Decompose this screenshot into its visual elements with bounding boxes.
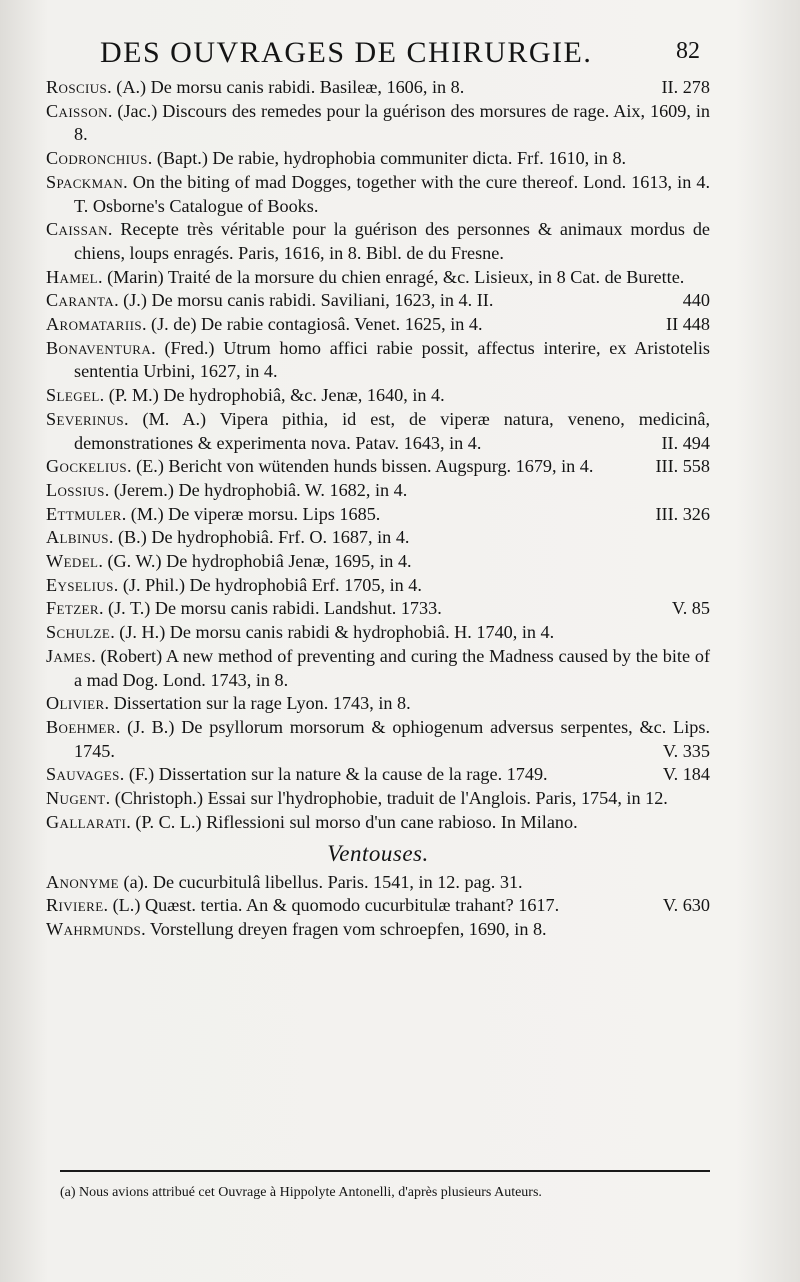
ventouses-entries [46, 871, 710, 942]
entry-text: . (Robert) A new method of preventing and curing the Madness caused by the bite of a mad Dog. Lond. 1743, in 8. [74, 645, 710, 690]
entry-text: . (L.) Quæst. tertia. An & quomodo cucurbitulæ trahant? 1617. [103, 895, 560, 916]
author-name: Wedel [46, 551, 99, 572]
bibliography-entry [46, 479, 710, 503]
entry-text: . (P. C. L.) Riflessioni sul morso d'un cane rabioso. In Milano. [126, 811, 578, 832]
bibliography-entry [46, 455, 710, 479]
author-name: Olivier [46, 693, 105, 714]
bibliography-entry [46, 503, 710, 527]
entry-text: . (Fred.) Utrum homo affici rabie possit, affectus interire, ex Aristotelis sententia Urbini, 1627, in 4. [74, 337, 710, 382]
entry-text: . (M. A.) Vipera pithia, id est, de viperæ natura, veneno, medicinâ, demonstrationes & experimenta nova. Patav. 1643, in 4. [74, 408, 710, 453]
author-name: Severinus [46, 408, 124, 429]
entry-text: . (Jac.) Discours des remedes pour la guérison des morsures de rage. Aix, 1609, in 8. [74, 100, 710, 145]
entry-text: . (A.) De morsu canis rabidi. Basileæ, 1606, in 8. [107, 77, 465, 97]
page-header [100, 36, 700, 74]
bibliography-entry [46, 894, 710, 918]
author-name: James [46, 645, 92, 666]
entry-text: . (M.) De viperæ morsu. Lips 1685. [121, 503, 381, 524]
author-name: Gockelius [46, 456, 128, 477]
author-name: Fetzer [46, 598, 99, 619]
author-name: Lossius [46, 479, 105, 500]
bibliography-entry [46, 289, 710, 313]
entry-text: . On the biting of mad Dogges, together with the cure thereof. Lond. 1613, in 4. T. Osborne's Catalogue of Books. [74, 171, 710, 216]
entry-text: . (B.) De hydrophobiâ. Frf. O. 1687, in 4. [108, 527, 410, 548]
author-name: Roscius [46, 77, 108, 97]
entry-text: . (Christoph.) Essai sur l'hydrophobie, traduit de l'Anglois. Paris, 1754, in 12. [105, 788, 668, 809]
author-name: Albinus [46, 527, 109, 548]
bibliography-entry [46, 147, 710, 171]
entry-text: . (J.) De morsu canis rabidi. Saviliani, 1623, in 4. II. [114, 290, 494, 311]
volume-reference: III. 326 [655, 503, 710, 524]
footnote: (a) Nous avions attribué cet Ouvrage à Hippolyte Antonelli, d'après plusieurs Auteurs. [60, 1185, 542, 1200]
author-name: Boehmer [46, 716, 116, 737]
bibliography-entry [46, 811, 710, 835]
bibliography-entry [46, 526, 710, 550]
author-name: Ettmuler [46, 503, 122, 524]
author-name: Riviere [46, 895, 104, 916]
bibliography-entry [46, 218, 710, 265]
volume-reference: V. 184 [662, 764, 710, 785]
volume-reference: V. 335 [662, 740, 710, 761]
bibliography-entry [46, 100, 710, 147]
bibliography-entry [46, 313, 710, 337]
bibliography-entry [46, 645, 710, 692]
bibliography-entry [46, 550, 710, 574]
entry-text: . Recepte très véritable pour la guérison des personnes & animaux mordus de chiens, loups enragés. Paris, 1616, in 8. Bibl. de du Fresne. [74, 219, 710, 263]
entry-text: . (J. H.) De morsu canis rabidi & hydrophobiâ. H. 1740, in 4. [110, 622, 555, 643]
running-title: DES OUVRAGES DE CHIRURGIE. [100, 36, 593, 69]
entry-text: . (G. W.) De hydrophobiâ Jenæ, 1695, in 4. [98, 551, 412, 572]
entry-text: . (J. de) De rabie contagiosâ. Venet. 1625, in 4. [141, 314, 483, 335]
bibliography-entry [46, 918, 710, 942]
entry-text: . (J. T.) De morsu canis rabidi. Landshut. 1733. [98, 598, 442, 619]
volume-reference: II. 494 [661, 432, 710, 453]
footnote-rule [60, 1170, 710, 1172]
volume-reference: II 448 [666, 314, 710, 335]
page-number: 82 [676, 38, 700, 64]
bibliography-entry [46, 787, 710, 811]
bibliography-entry [46, 408, 710, 455]
bibliography-entry [46, 337, 710, 384]
author-name: Sauvages [46, 764, 120, 785]
author-name: Gallarati [46, 811, 127, 832]
bibliography-entry [46, 384, 710, 408]
author-name: Caisson [46, 100, 108, 121]
entry-text: . (E.) Bericht von wütenden hunds bissen. Augspurg. 1679, in 4. [127, 456, 594, 477]
volume-reference: III. 558 [655, 456, 710, 477]
entry-text: . (Jerem.) De hydrophobiâ. W. 1682, in 4. [104, 479, 408, 500]
author-name: Codronchius [46, 148, 148, 169]
bibliography-entry [46, 621, 710, 645]
volume-reference: V. 85 [671, 598, 710, 619]
bibliography-entry [46, 716, 710, 763]
author-name: Caissan [46, 219, 108, 240]
entry-text: . (P. M.) De hydrophobiâ, &c. Jenæ, 1640, in 4. [99, 385, 445, 406]
entry-text: . (Marin) Traité de la morsure du chien enragé, &c. Lisieux, in 8 Cat. de Burette. [97, 266, 685, 287]
author-name: Schulze [46, 622, 111, 643]
entry-text: . (Bapt.) De rabie, hydrophobia communiter dicta. Frf. 1610, in 8. [147, 148, 627, 169]
bibliography-list [46, 76, 710, 942]
entry-text: . (J. B.) De psyllorum morsorum & ophiogenum adversus serpentes, &c. Lips. 1745. [74, 716, 710, 761]
author-name: Bonaventura [46, 337, 152, 358]
bibliography-entry [46, 763, 710, 787]
author-name: Slegel [46, 385, 100, 406]
volume-reference: V. 630 [662, 895, 710, 916]
entry-text: . (J. Phil.) De hydrophobiâ Erf. 1705, in 4. [113, 574, 422, 595]
bibliography-entry [46, 692, 710, 716]
author-name: Nugent [46, 788, 106, 809]
entry-text: . (F.) Dissertation sur la nature & la cause de la rage. 1749. [119, 764, 548, 785]
author-name: Caranta [46, 290, 115, 311]
author-name: Aromatariis [46, 314, 142, 335]
entry-text: (a). De cucurbitulâ libellus. Paris. 1541, in 12. pag. 31. [119, 871, 523, 892]
section-heading: Ventouses. [327, 840, 429, 866]
bibliography-entry [46, 266, 710, 290]
entry-text: . Vorstellung dreyen fragen vom schroepfen, 1690, in 8. [141, 918, 547, 939]
bibliography-entry [46, 574, 710, 598]
bibliography-entry [46, 871, 710, 895]
author-name: Eyselius [46, 574, 114, 595]
bibliography-entry [46, 597, 710, 621]
bibliography-entry [46, 76, 710, 100]
author-name: Spackman [46, 171, 124, 192]
author-name: Hamel [46, 266, 98, 287]
volume-reference: 440 [682, 290, 710, 311]
rage-entries [46, 76, 710, 835]
volume-reference: II. 278 [661, 77, 710, 97]
author-name: Wahrmunds [46, 918, 142, 939]
entry-text: . Dissertation sur la rage Lyon. 1743, in 8. [104, 693, 411, 714]
bibliography-entry [46, 171, 710, 218]
author-name: Anonyme [46, 871, 119, 892]
